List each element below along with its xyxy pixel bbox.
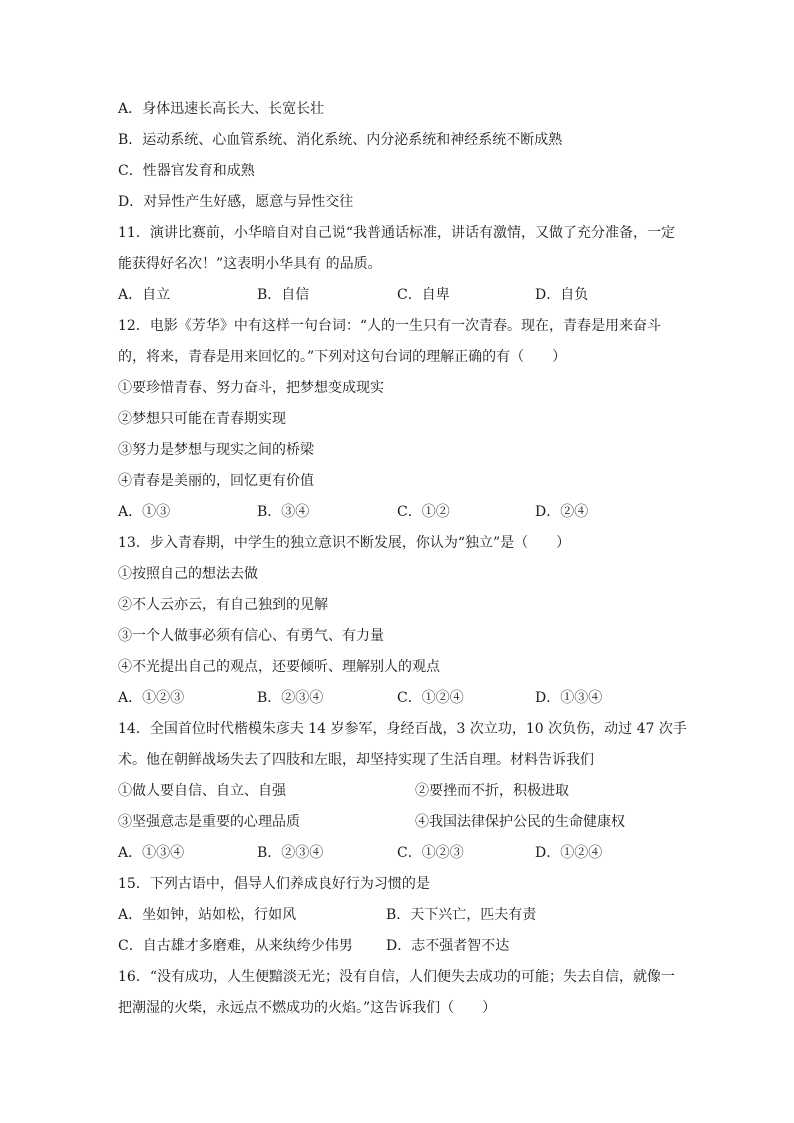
answer-option: B．②③④ — [257, 690, 324, 706]
answer-option: B．③④ — [257, 504, 310, 520]
text-line: 15．下列古语中，倡导人们养成良好行为习惯的是 — [118, 876, 430, 892]
answer-option: D．自负 — [535, 287, 589, 303]
answer-option: A．自立 — [118, 287, 171, 303]
option-row — [118, 285, 718, 305]
statement-item: C．自古雄才多磨难，从来纨绔少伟男 — [118, 938, 353, 954]
text-line: 能获得好名次！”这表明小华具有 的品质。 — [118, 256, 382, 272]
option-row — [118, 905, 718, 925]
answer-option: D．①③④ — [535, 690, 603, 706]
answer-option: A．①②③ — [118, 690, 185, 706]
answer-option: D．②④ — [535, 504, 589, 520]
answer-option: D．①②④ — [535, 845, 603, 861]
text-line: B．运动系统、心血管系统、消化系统、内分泌系统和神经系统不断成熟 — [118, 132, 563, 148]
statement-item: D．志不强者智不达 — [386, 938, 510, 954]
option-row — [118, 781, 718, 801]
option-row — [118, 936, 718, 956]
text-line: ②梦想只可能在青春期实现 — [118, 411, 286, 427]
answer-option: A．①③④ — [118, 845, 185, 861]
text-line: ④不光提出自己的观点，还要倾听、理解别人的观点 — [118, 659, 440, 675]
text-line: 16．“没有成功，人生便黯淡无光；没有自信，人们便失去成功的可能；失去自信，就像一 — [118, 969, 675, 985]
statement-item: B．天下兴亡，匹夫有责 — [386, 907, 537, 923]
text-line: C．性器官发育和成熟 — [118, 163, 255, 179]
text-line: A．身体迅速长高长大、长宽长壮 — [118, 101, 325, 117]
answer-option: B．自信 — [257, 287, 310, 303]
text-line: 11．演讲比赛前，小华暗自对自己说“我普通话标准，讲话有激情，又做了充分准备，一定 — [118, 225, 675, 241]
text-line: 把潮湿的火柴，永远点不燃成功的火焰。”这告诉我们（ ） — [118, 1000, 497, 1016]
answer-option: C．①② — [397, 504, 450, 520]
text-line: ③努力是梦想与现实之间的桥梁 — [118, 442, 314, 458]
answer-option: C．①②③ — [397, 845, 464, 861]
text-line: ①按照自己的想法去做 — [118, 566, 258, 582]
option-row — [118, 502, 718, 522]
statement-item: ②要挫而不折，积极进取 — [415, 783, 569, 799]
text-line: 12．电影《芳华》中有这样一句台词：“人的一生只有一次青春。现在，青春是用来奋斗 — [118, 318, 661, 334]
text-line: 的，将来，青春是用来回忆的。”下列对这句台词的理解正确的有（ ） — [118, 349, 567, 365]
text-line: 术。他在朝鲜战场失去了四肢和左眼，却坚持实现了生活自理。材料告诉我们 — [118, 752, 594, 768]
statement-item: ④我国法律保护公民的生命健康权 — [415, 814, 625, 830]
text-line: ③一个人做事必须有信心、有勇气、有力量 — [118, 628, 384, 644]
answer-option: A．①③ — [118, 504, 171, 520]
answer-option: C．自卑 — [397, 287, 450, 303]
text-line: 14．全国首位时代楷模朱彦夫 14 岁参军，身经百战，3 次立功，10 次负伤，动过 47 次手 — [118, 721, 687, 737]
option-row — [118, 812, 718, 832]
answer-option: B．②③④ — [257, 845, 324, 861]
text-line: ②不人云亦云，有自己独到的见解 — [118, 597, 328, 613]
option-row — [118, 688, 718, 708]
statement-item: A．坐如钟，站如松，行如风 — [118, 907, 297, 923]
statement-item: ①做人要自信、自立、自强 — [118, 783, 286, 799]
text-line: ④青春是美丽的，回忆更有价值 — [118, 473, 314, 489]
option-row — [118, 843, 718, 863]
text-line: ①要珍惜青春、努力奋斗，把梦想变成现实 — [118, 380, 384, 396]
statement-item: ③坚强意志是重要的心理品质 — [118, 814, 300, 830]
answer-option: C．①②④ — [397, 690, 464, 706]
text-line: D．对异性产生好感，愿意与异性交往 — [118, 194, 354, 210]
text-line: 13．步入青春期，中学生的独立意识不断发展，你认为“独立”是（ ） — [118, 535, 571, 551]
